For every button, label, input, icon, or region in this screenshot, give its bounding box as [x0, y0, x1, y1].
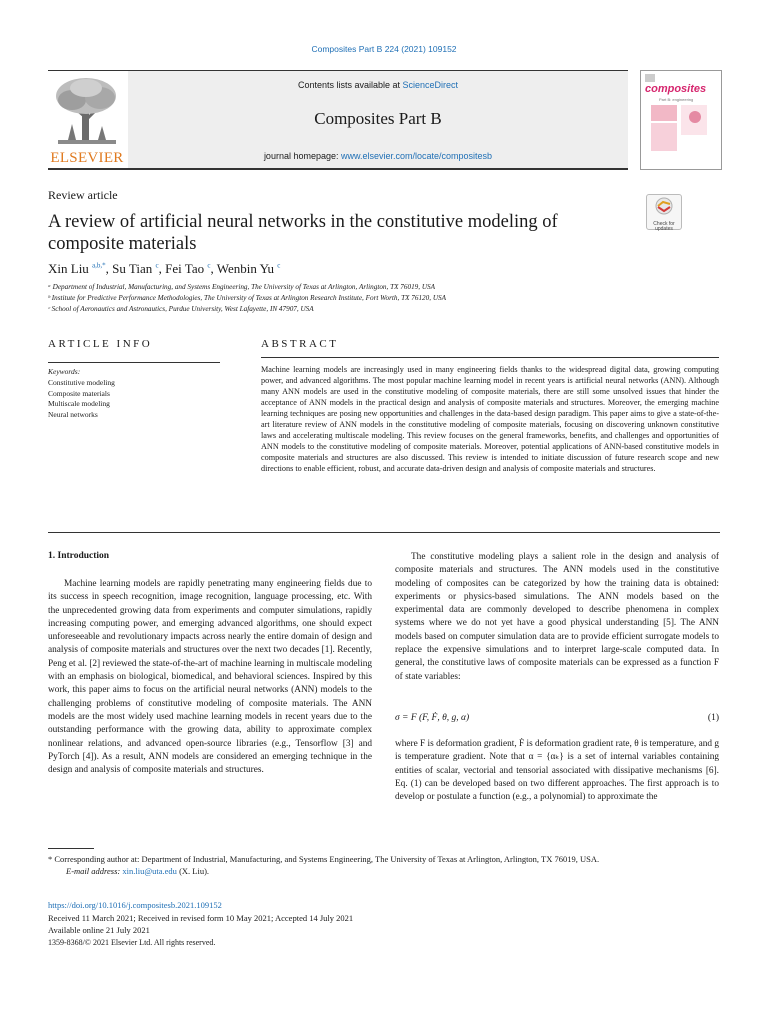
- crossmark-label: Check for updates: [653, 221, 675, 232]
- equation-number: (1): [707, 713, 719, 723]
- cover-image-block: [651, 123, 677, 151]
- article-info-heading: ARTICLE INFO: [48, 338, 153, 350]
- cover-subtitle: Part B: engineering: [659, 97, 694, 102]
- affiliation-a: ᵃ Department of Industrial, Manufacturing, and Systems Engineering, The University of Texas at Arlington, Arlington, TX 76019, USA: [48, 283, 436, 291]
- abstract-heading: ABSTRACT: [261, 338, 339, 350]
- author-affiliation-sup[interactable]: c: [207, 261, 211, 270]
- author-affiliation-sup[interactable]: c: [277, 261, 281, 270]
- homepage-prefix: journal homepage:: [263, 151, 341, 161]
- affiliation-c: ᶜ School of Aeronautics and Astronautics, Purdue University, West Lafayette, IN 47907, USA: [48, 305, 314, 313]
- corresponding-author-footnote: [48, 853, 720, 877]
- author-affiliation-sup[interactable]: a,b,*: [92, 261, 106, 270]
- affiliation-b: ᵇ Institute for Predictive Performance Methodologies, The University of Texas at Arlington Research Institute, Fort Worth, TX 76120, USA: [48, 294, 446, 302]
- author-name[interactable]: Fei Tao: [165, 261, 205, 276]
- issn-copyright: 1359-8368/© 2021 Elsevier Ltd. All rights reserved.: [48, 938, 216, 947]
- author-affiliation-sup[interactable]: c: [155, 261, 159, 270]
- email-label: E-mail address:: [66, 866, 123, 876]
- author-email-link[interactable]: xin.liu@uta.edu: [122, 866, 177, 876]
- doi-link[interactable]: https://doi.org/10.1016/j.compositesb.2021.109152: [48, 900, 222, 910]
- keywords-label: Keywords:: [48, 367, 81, 376]
- intro-paragraph-right-1: The constitutive modeling plays a salient role in the design and analysis of composite materials and structures. The ANN models used in the constitutive modeling of composites can be categorized by how the training data is obtained: experiments or physics-based simulations. The ANN models based on the experimental data are commonly developed to describe phenomena in complex systems where we do not yet have a good physical understanding [5]. The ANN models based on computer simulation data are to provide efficient surrogate models to replace the expensive simulations and to interpret large-scale computed data. In general, the constitutive laws of composite materials can be expressed as a function F of state variables:: [395, 552, 719, 682]
- section-heading-introduction: 1. Introduction: [48, 551, 110, 561]
- article-title: A review of artificial neural networks in the constitutive modeling of composite materials: [48, 212, 558, 254]
- intro-paragraph-right-2: where F is deformation gradient, Ḟ is deformation gradient rate, θ is temperature, and g is temperature gradient. Note that α = {αₖ} is a set of internal variables containing entities of scalar, vectorial and tensorial associated with dissipative mechanisms [6]. Eq. (1) can be developed based on two different approaches. The first approach is to develop or postulate a function (e.g., a polynomial) to approximate the: [395, 739, 719, 803]
- author-list: Xin Liu $^{a,b,*}$, Su Tian $^c$, Fei Tao $^c$, Wenbin Yu $^c$: [48, 261, 281, 276]
- cover-logo-icon: [645, 74, 655, 82]
- sciencedirect-link[interactable]: ScienceDirect: [402, 80, 459, 90]
- contents-prefix: Contents lists available at: [297, 80, 403, 90]
- journal-homepage-line: [128, 151, 628, 161]
- email-line: [48, 865, 720, 877]
- article-type: Review article: [48, 188, 118, 202]
- email-suffix: (X. Liu).: [176, 866, 210, 876]
- journal-name: Composites Part B: [314, 109, 442, 128]
- keyword: Composite materials: [48, 388, 110, 398]
- abstract-top-rule: [261, 357, 719, 358]
- received-dates: Received 11 March 2021; Received in revised form 10 May 2021; Accepted 14 July 2021: [48, 913, 354, 923]
- equation-expression: σ = F (F, Ḟ, θ, g, α): [395, 713, 470, 723]
- intro-paragraph-left: Machine learning models are rapidly penetrating many engineering fields due to its success in speech recognition, image recognition, language processing, etc. With the unprecedented growing data from experiments and computer simulations, rapidly increasing computing power, and emerging advanced algorithms, one should expect unforeseeable and revolutionary impacts across nearly the entire domain of design and analysis of composite materials and structures over the next two decades [1]. Recently, Peng et al. [2] reviewed the state-of-the-art of machine learning in multiscale modeling with an emphasis on biological, biomedical, and behavioral sciences. Inspired by this work, this paper aims to focus on the artificial neural networks (ANN) models to the challenging problems of constitutive modeling of composite materials. The ANN models are the most widely used machine learning models in recent years due to the outstanding performance with the growing data, ability to approximate complex nonlinear relations, and advanced open-source libraries (e.g., Tensorflow [3] and PyTorch [4]). As a result, ANN models are considered an emerging technique in the design and analysis of composite materials and structures.: [48, 579, 372, 776]
- author-name[interactable]: Xin Liu: [48, 261, 89, 276]
- abstract-text: Machine learning models are increasingly used in many engineering fields thanks to the widespread digital data, growing computing power, and advanced algorithms. The most popular machine learning model in recent years is artificial neural networks (ANN). Although many ANN models are used in the constitutive modeling of composite materials, there are still some unsolved issues that hinder the acceptance of ANN models in the practical design and analysis of composite materials and structures. Moreover, the emerging machine learning techniques are posing new opportunities and challenges in the data-based design paradigm. This paper aims to give a state-of-the-art literature review of ANN models in the constitutive modeling of composite materials, focusing on discovering unknown constitutive laws and accelerating multiscale modeling. This review focuses on the general frameworks, benefits, and challenges and opportunities of ANN models to the constitutive modeling of composite materials. Moreover, potential applications of ANN-based constitutive models in composite materials and structures are also discussed. This review is intended to initiate discussion of future research scope and new directions to enable efficient, robust, and accurate data-driven design and analysis of composite materials and structures.: [261, 365, 719, 474]
- journal-cover-thumbnail[interactable]: [640, 70, 722, 170]
- crossmark-icon: [647, 195, 681, 217]
- cover-image-block: [651, 105, 677, 121]
- contents-line: [128, 80, 628, 90]
- keyword: Multiscale modeling: [48, 399, 110, 409]
- publication-dates: [48, 913, 353, 936]
- keywords-block: [48, 367, 115, 421]
- author-name[interactable]: Su Tian: [112, 261, 153, 276]
- footnote-text: * Corresponding author at: Department of Industrial, Manufacturing, and Systems Engineering, The University of Texas at Arlington, Arlington, TX 76019, USA.: [48, 854, 600, 864]
- available-online: Available online 21 July 2021: [48, 924, 150, 935]
- equation-1: [395, 713, 719, 723]
- cover-image-dot: [689, 111, 701, 123]
- author-name[interactable]: Wenbin Yu: [216, 261, 275, 276]
- journal-homepage-link[interactable]: www.elsevier.com/locate/compositesb: [341, 151, 493, 161]
- keyword: Neural networks: [48, 410, 98, 420]
- keyword: Constitutive modeling: [48, 377, 115, 387]
- journal-citation-link[interactable]: Composites Part B 224 (2021) 109152: [311, 44, 457, 54]
- footnote-rule: [48, 848, 94, 849]
- abstract-bottom-rule: [48, 532, 720, 533]
- article-info-rule: [48, 362, 220, 363]
- header-bottom-rule: [48, 168, 628, 170]
- elsevier-wordmark: ELSEVIER: [50, 150, 124, 166]
- cover-title: composites: [645, 83, 707, 95]
- check-for-updates-badge[interactable]: [646, 194, 682, 230]
